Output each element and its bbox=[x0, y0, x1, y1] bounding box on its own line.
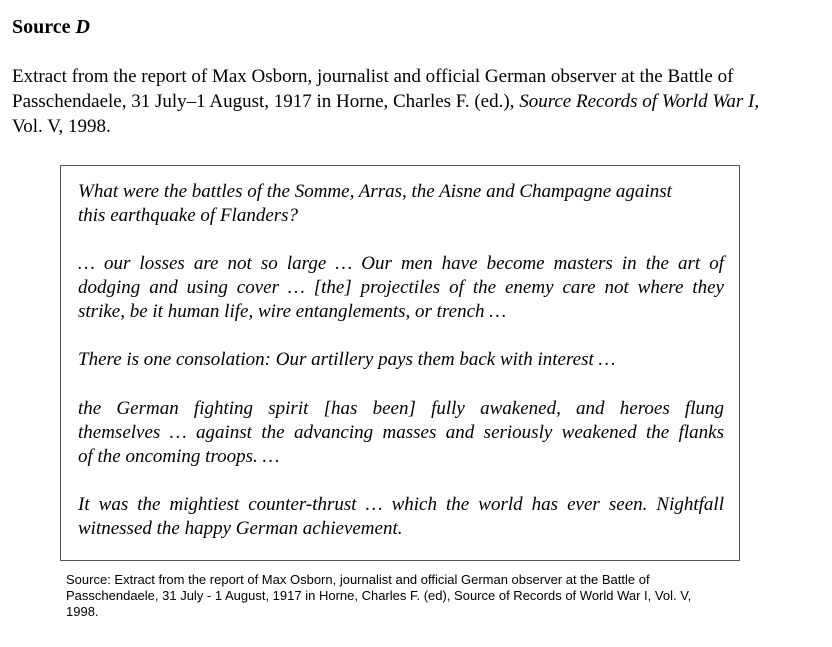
intro-line-3: Vol. V, 1998. bbox=[12, 116, 111, 137]
quote-line: this earthquake of Flanders? bbox=[78, 205, 299, 226]
quote-paragraph-2 bbox=[78, 252, 724, 324]
intro-line-1: Extract from the report of Max Osborn, journalist and official German observer at the Battle of bbox=[12, 66, 734, 87]
quotation-box bbox=[60, 165, 740, 561]
quote-line: witnessed the happy German achievement. bbox=[78, 518, 403, 539]
quote-line: strike, be it human life, wire entanglements, or trench … bbox=[78, 301, 507, 322]
quote-line: dodging and using cover … [the] projectiles of the enemy care not where they bbox=[78, 277, 724, 298]
citation-line-3: 1998. bbox=[66, 604, 99, 619]
quote-line: of the oncoming troops. … bbox=[78, 446, 280, 467]
quote-line: themselves … against the advancing masses and seriously weakened the flanks bbox=[78, 422, 724, 443]
citation-line-1: Source: Extract from the report of Max Osborn, journalist and official German observer at the Battle of bbox=[66, 572, 650, 587]
quote-line: … our losses are not so large … Our men have become masters in the art of bbox=[78, 253, 724, 274]
intro-line-2-end: , bbox=[754, 91, 760, 112]
quote-line: the German fighting spirit [has been] fully awakened, and heroes flung bbox=[78, 398, 724, 419]
intro-line-2 bbox=[12, 89, 812, 114]
source-introduction bbox=[12, 64, 812, 139]
source-heading-prefix: Source bbox=[12, 16, 76, 38]
intro-line-2-text: Passchendaele, 31 July–1 August, 1917 in Horne, Charles F. (ed.), bbox=[12, 91, 520, 112]
quote-paragraph-4 bbox=[78, 397, 724, 469]
quote-paragraph-1 bbox=[78, 180, 724, 228]
quote-line: There is one consolation: Our artillery pays them back with interest … bbox=[78, 349, 616, 370]
quote-line: It was the mightiest counter-thrust … which the world has ever seen. Nightfall bbox=[78, 494, 724, 515]
source-citation bbox=[66, 572, 766, 620]
source-letter: D bbox=[75, 16, 90, 38]
quote-paragraph-3 bbox=[78, 348, 724, 372]
quote-line: What were the battles of the Somme, Arras, the Aisne and Champagne against bbox=[78, 181, 672, 202]
quote-paragraph-5 bbox=[78, 493, 724, 541]
intro-book-title: Source Records of World War I bbox=[519, 91, 755, 112]
source-heading bbox=[12, 14, 90, 40]
citation-line-2: Passchendaele, 31 July - 1 August, 1917 in Horne, Charles F. (ed), Source of Records of World War I, Vol. V, bbox=[66, 588, 692, 603]
